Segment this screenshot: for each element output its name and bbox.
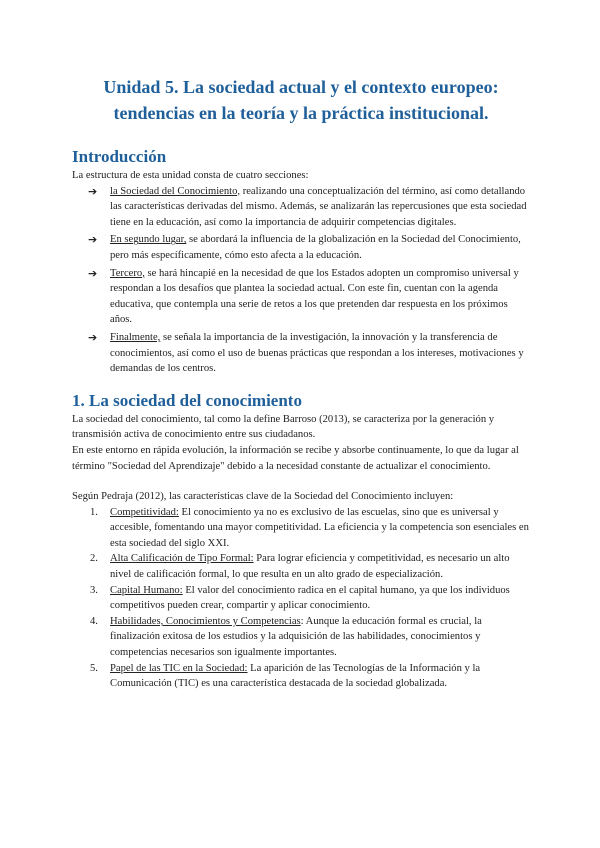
item-text: La aparición de las Tecnologías de la Información y la Comunicación (TIC) es una característica destacada de la sociedad globalizada. xyxy=(110,662,481,690)
item-lead: Habilidades, Conocimientos y Competencias xyxy=(110,615,301,627)
section1-p2: En este entorno en rápida evolución, la información se recibe y absorbe continuamente, lo que da lugar al término "Sociedad del Aprendizaje" debido a la necesidad constante de actualizar el conocimiento. xyxy=(72,444,519,472)
item-text: Para lograr eficiencia y competitividad, es necesario un alto nivel de calificación formal, lo que resulta en un alto grado de especialización. xyxy=(110,553,510,581)
item-text: : Aunque la educación formal es crucial, la finalización exitosa de los estudios y la adquisición de las habilidades, conocimientos y competencias necesarios son igualmente importantes. xyxy=(110,615,482,659)
list-item xyxy=(90,583,530,614)
item-text: El conocimiento ya no es exclusivo de las escuelas, sino que es universal y accesible, fomentando una mayor competitividad. La eficiencia y la competencia son esenciales en esta sociedad del siglo XXI. xyxy=(110,506,529,549)
item-number: 5. xyxy=(90,662,98,674)
item-number: 3. xyxy=(90,584,98,596)
item-lead: Competitividad: xyxy=(110,506,179,518)
list-item xyxy=(88,266,530,328)
document-title: Unidad 5. La sociedad actual y el contexto europeo: tendencias en la teoría y la práctica institucional. xyxy=(103,77,499,123)
list-item xyxy=(90,551,530,582)
item-number: 4. xyxy=(90,615,98,627)
intro-heading: Introducción xyxy=(72,147,167,166)
arrow-icon: ➔ xyxy=(88,233,98,247)
arrow-icon: ➔ xyxy=(88,266,98,280)
item-lead: Capital Humano: xyxy=(110,584,183,596)
features-list xyxy=(72,505,530,692)
list-item xyxy=(88,232,530,263)
section1-p1: La sociedad del conocimiento, tal como la define Barroso (2013), se caracteriza por la generación y transmisión activa de conocimiento entre sus ciudadanos. xyxy=(72,413,495,441)
item-text: se hará hincapié en la necesidad de que los Estados adopten un compromiso universal y respondan a los desafíos que plantea la sociedad actual. Con este fin, cuentan con la agenda educativa, que contempla una serie de retos a los que pretenden dar respuesta en los próximos años. xyxy=(110,267,519,326)
arrow-icon: ➔ xyxy=(88,330,98,344)
item-lead: Tercero, xyxy=(110,267,145,279)
intro-list xyxy=(72,184,530,377)
list-item xyxy=(88,330,530,377)
list-item xyxy=(88,184,530,231)
list-item xyxy=(90,661,530,692)
item-lead: Papel de las TIC en la Sociedad: xyxy=(110,662,248,674)
intro-lead: La estructura de esta unidad consta de cuatro secciones: xyxy=(72,170,309,181)
spacer xyxy=(72,474,530,489)
arrow-icon: ➔ xyxy=(88,184,98,198)
section1-heading: 1. La sociedad del conocimiento xyxy=(72,390,302,410)
item-lead: En segundo lugar, xyxy=(110,234,187,246)
item-text: se señala la importancia de la investigación, la innovación y la transferencia de conocimientos, así como el uso de buenas prácticas que respondan a los intereses, motivaciones y demandas de los centros. xyxy=(110,331,524,375)
item-number: 1. xyxy=(90,506,98,518)
item-lead: Alta Calificación de Tipo Formal: xyxy=(110,553,254,565)
item-lead: la Sociedad del Conocimiento, xyxy=(110,185,241,197)
item-lead: Finalmente, xyxy=(110,331,161,343)
list-item xyxy=(90,505,530,552)
item-text: El valor del conocimiento radica en el capital humano, ya que los individuos competitivos pueden crear, compartir y aplicar conocimiento. xyxy=(110,584,510,612)
item-text: realizando una conceptualización del término, así como detallando las características derivadas del mismo. Además, se analizarán las repercusiones que esta sociedad tiene en la educación, así como la importancia de adquirir competencias digitales. xyxy=(110,185,527,228)
item-number: 2. xyxy=(90,553,98,565)
item-text: se abordará la influencia de la globalización en la Sociedad del Conocimiento, pero más específicamente, cómo esto afecta a la educación. xyxy=(110,234,521,261)
list-item xyxy=(90,614,530,661)
section1-p3: Según Pedraja (2012), las características clave de la Sociedad del Conocimiento incluyen: xyxy=(72,491,454,503)
